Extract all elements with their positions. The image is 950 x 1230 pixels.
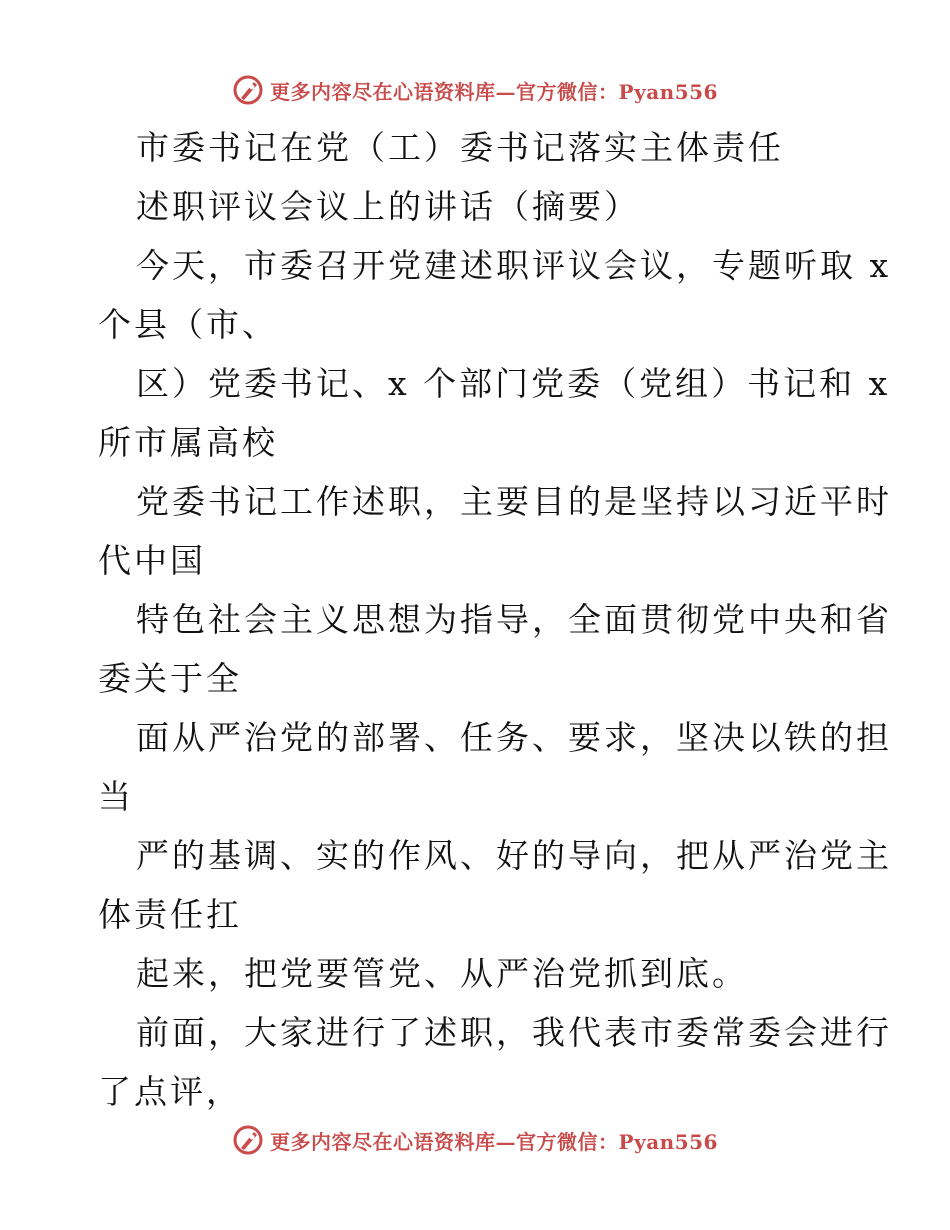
paragraph-line: 前面，大家进行了述职，我代表市委常委会进行 bbox=[136, 1013, 892, 1052]
paragraph-line: 委关于全 bbox=[98, 659, 242, 698]
header-banner bbox=[0, 70, 950, 110]
paragraph-line: 个县（市、 bbox=[98, 305, 278, 344]
paragraph-line: 区）党委书记、x 个部门党委（党组）书记和 x bbox=[136, 364, 891, 403]
paragraph-line: 体责任扛 bbox=[98, 895, 242, 934]
paragraph-line: 面从严治党的部署、任务、要求，坚决以铁的担 bbox=[136, 718, 892, 757]
title-line-2: 述职评议会议上的讲话（摘要） bbox=[136, 187, 640, 226]
paragraph-line: 党委书记工作述职，主要目的是坚持以习近平时 bbox=[136, 482, 892, 521]
quill-logo-icon bbox=[232, 1124, 264, 1156]
paragraph-line: 所市属高校 bbox=[98, 423, 278, 462]
document-body bbox=[98, 118, 892, 1121]
footer-banner-text: 更多内容尽在心语资料库—官方微信：Pyan556 bbox=[270, 1129, 718, 1154]
paragraph-line: 起来，把党要管党、从严治党抓到底。 bbox=[136, 954, 748, 993]
paragraph-line: 严的基调、实的作风、好的导向，把从严治党主 bbox=[136, 836, 892, 875]
title-line-1: 市委书记在党（工）委书记落实主体责任 bbox=[136, 128, 784, 167]
paragraph-line: 今天，市委召开党建述职评议会议，专题听取 x bbox=[136, 246, 892, 285]
paragraph-line: 特色社会主义思想为指导，全面贯彻党中央和省 bbox=[136, 600, 892, 639]
paragraph-line: 了点评， bbox=[98, 1072, 242, 1111]
quill-logo-icon bbox=[232, 74, 264, 106]
header-banner-text: 更多内容尽在心语资料库—官方微信：Pyan556 bbox=[270, 79, 718, 104]
footer-banner bbox=[0, 1120, 950, 1160]
paragraph-line: 代中国 bbox=[98, 541, 206, 580]
paragraph-line: 当 bbox=[98, 777, 134, 816]
